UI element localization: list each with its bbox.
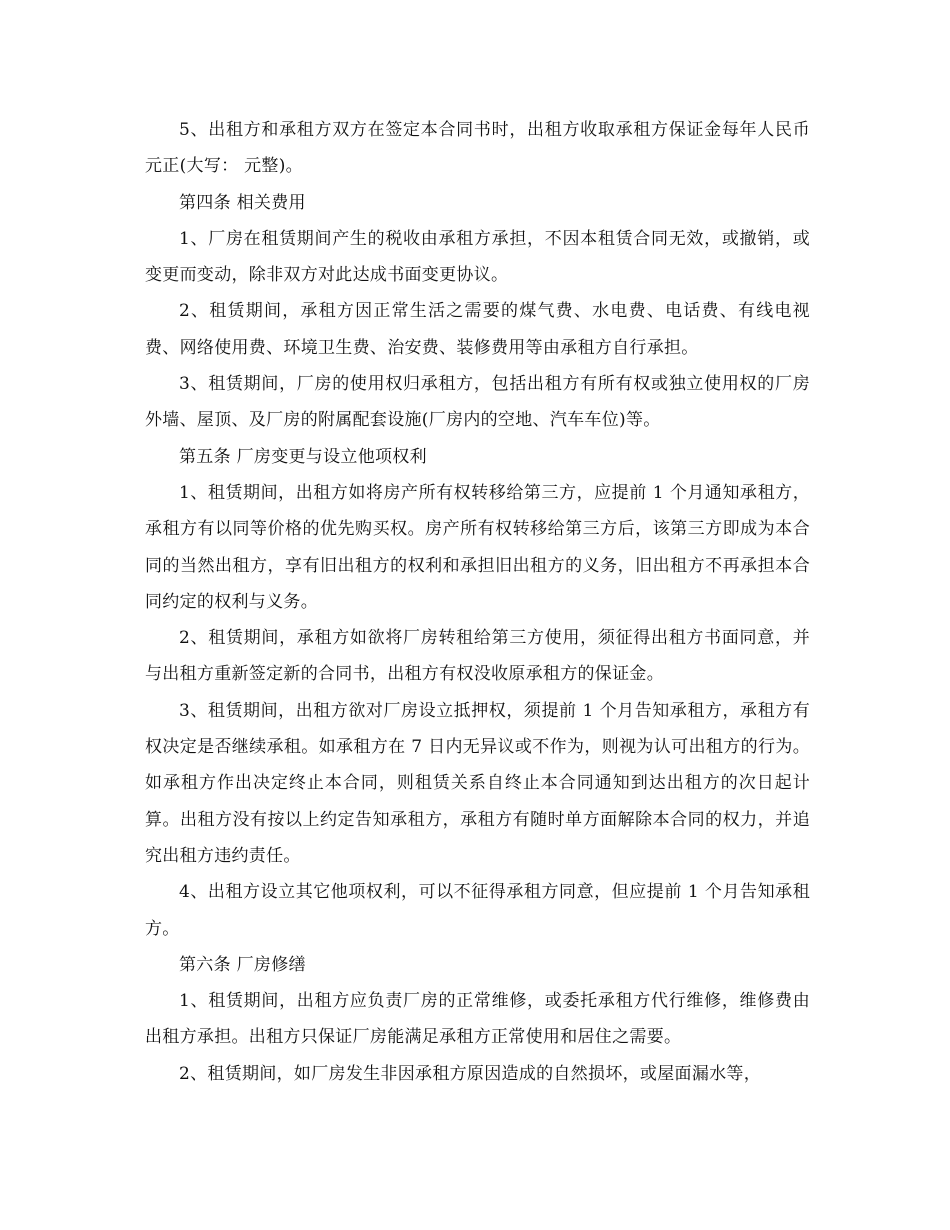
clause-3-5-deposit: 5、出租方和承租方双方在签定本合同书时，出租方收取承租方保证金每年人民币 元正(大写： 元整)。 [145,120,810,177]
clause-5-2-sublease: 2、租赁期间，承租方如欲将厂房转租给第三方使用，须征得出租方书面同意，并与出租方重新签定新的合同书，出租方有权没收原承租方的保证金。 [145,628,810,685]
document-page [145,112,810,1092]
clause-5-1-ownership-transfer: 1、租赁期间，出租方如将房产所有权转移给第三方，应提前 1 个月通知承租方，承租方有以同等价格的优先购买权。房产所有权转移给第三方后，该第三方即成为本合同的当然出租方，享有旧出租方的权利和承担旧出租方的义务，旧出租方不再承担本合同约定的权利与义务。 [145,482,810,612]
clause-4-1-taxes: 1、厂房在租赁期间产生的税收由承租方承担，不因本租赁合同无效，或撤销，或变更而变动，除非双方对此达成书面变更协议。 [145,228,810,286]
clause-4-3-usage-rights: 3、租赁期间，厂房的使用权归承租方，包括出租方有所有权或独立使用权的厂房外墙、屋顶、及厂房的附属配套设施(厂房内的空地、汽车车位)等。 [145,374,810,431]
clause-5-3-mortgage: 3、租赁期间，出租方欲对厂房设立抵押权，须提前 1 个月告知承租方，承租方有权决定是否继续承租。如承租方在 7 日内无异议或不作为，则视为认可出租方的行为。如承租方作出决定终止本合同，则租赁关系自终止本合同通知到达出租方的次日起计算。出租方没有按以上约定告知承租方，承租方有随时单方面解除本合同的权力，并追究出租方违约责任。 [145,700,810,866]
article-4-heading: 第四条 相关费用 [179,192,306,213]
clause-5-4-other-rights: 4、出租方设立其它他项权利，可以不征得承租方同意，但应提前 1 个月告知承租方。 [145,882,810,939]
clause-6-2-natural-damage: 2、租赁期间，如厂房发生非因承租方原因造成的自然损坏，或屋面漏水等， [179,1063,762,1084]
article-6-heading: 第六条 厂房修缮 [179,954,306,975]
article-5-heading: 第五条 厂房变更与设立他项权利 [179,446,427,467]
clause-4-2-utilities: 2、租赁期间，承租方因正常生活之需要的煤气费、水电费、电话费、有线电视费、网络使用费、环境卫生费、治安费、装修费用等由承租方自行承担。 [145,301,810,358]
clause-6-1-maintenance: 1、租赁期间，出租方应负责厂房的正常维修，或委托承租方代行维修，维修费由出租方承担。出租方只保证厂房能满足承租方正常使用和居住之需要。 [145,991,810,1048]
